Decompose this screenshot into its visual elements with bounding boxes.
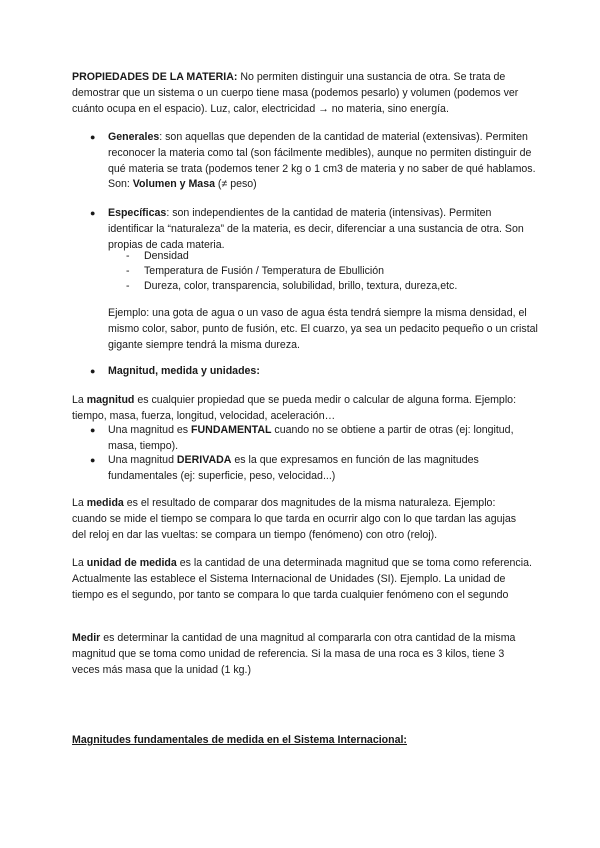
medida-paragraph: [72, 496, 532, 543]
fundamental-term: FUNDAMENTAL: [191, 424, 272, 436]
magnitud-heading-text: Magnitud, medida y unidades:: [108, 365, 260, 377]
fundamental-text: cuando no se obtiene a partir de otras (ej: longitud, masa, tiempo).: [108, 424, 514, 452]
magnitud-heading: [108, 364, 538, 380]
especificas-item-temperatura: Temperatura de Fusión / Temperatura de Ebullición: [144, 265, 385, 277]
magnitud-pre: La: [72, 394, 87, 406]
fundamental-pre: Una magnitud es: [108, 424, 192, 436]
derivada-pre: Una magnitud: [108, 454, 177, 466]
derivada-term: DERIVADA: [176, 454, 232, 466]
footer-heading-text: Magnitudes fundamentales de medida en el Sistema Internacional:: [72, 734, 407, 746]
medida-text: es el resultado de comparar dos magnitudes de la misma naturaleza. Ejemplo: cuando se mide el tiempo se compara lo que tarda en ocurrir algo con lo que tardan las agujas del reloj en dar las vueltas: se compara un tiempo (fenómeno) con otro (reloj).: [72, 497, 517, 541]
unidad-term: unidad de medida: [86, 557, 177, 569]
unidad-text: es la cantidad de una determinada magnitud que se toma como referencia. Actualmente las establece el Sistema Internacional de Unidades (SI). Ejemplo. La unidad de tiempo es el segundo, por tanto se compara lo que tarda cualquier fenómeno con el segundo: [72, 557, 532, 601]
dash-3: -: [126, 280, 130, 292]
derivada-text: es la que expresamos en función de las magnitudes fundamentales (ej: superficie, peso, velocidad...): [108, 454, 479, 482]
bullet-especificas: ●: [90, 208, 96, 218]
unidad-pre: La: [72, 557, 87, 569]
especificas-item-dureza: Dureza, color, transparencia, solubilidad, brillo, textura, dureza,etc.: [144, 280, 458, 292]
bullet-generales: ●: [90, 132, 96, 142]
especificas-item-densidad: Densidad: [144, 250, 189, 262]
generales-bold: Volumen y Masa: [132, 178, 215, 191]
bullet-magnitud: ●: [90, 366, 96, 376]
especificas-example: Ejemplo: una gota de agua o un vaso de agua ésta tendrá siempre la misma densidad, el mismo color, sabor, punto de fusión, etc. El cuarzo, ya sea un pedacito pequeño o un cristal gigante siempre tendrá la misma dureza.: [108, 307, 538, 351]
especificas-text: : son independientes de la cantidad de materia (intensivas). Permiten identificar la “naturaleza” de la materia, es decir, diferenciar a una sustancia de otra. Son propias de cada materia.: [108, 207, 524, 251]
derivada-paragraph: [108, 453, 538, 485]
generales-text: : son aquellas que dependen de la cantidad de material (extensivas). Permiten reconocer la materia como tal (son fácilmente medibles), aunque no permiten distinguir de qué materia se trata (podemos tener 2 kg o 1 cm3 de materia y no saber de qué hablamos. Son:: [108, 131, 536, 191]
footer-heading: [72, 733, 532, 749]
medir-text: es determinar la cantidad de una magnitud al compararla con otra cantidad de la misma magnitud que se toma como unidad de referencia. Si la masa de una roca es 3 kilos, tiene 3 veces más masa que la unidad (1 kg.): [72, 632, 516, 676]
medida-pre: La: [72, 497, 87, 509]
especificas-paragraph: [108, 206, 538, 253]
magnitud-text: es cualquier propiedad que se pueda medir o calcular de alguna forma. Ejemplo: tiempo, masa, fuerza, longitud, velocidad, aceleración…: [72, 394, 517, 422]
dash-2: -: [126, 265, 130, 277]
generales-term: Generales: [108, 131, 160, 143]
unidad-paragraph: [72, 556, 532, 603]
intro-heading: PROPIEDADES DE LA MATERIA:: [72, 71, 238, 83]
medir-paragraph: [72, 631, 532, 678]
generales-text-end: (≠ peso): [214, 178, 257, 191]
generales-paragraph: [108, 130, 538, 193]
bullet-fundamental: ●: [90, 425, 96, 435]
medida-term: medida: [86, 497, 124, 509]
intro-text: No permiten distinguir una sustancia de otra. Se trata de demostrar que un sistema o un cuerpo tiene masa (podemos pesarlo) y volumen (podemos ver cuánto ocupa en el espacio). Luz, calor, electricidad → no materia, sino energía.: [72, 71, 519, 115]
especificas-term: Específicas: [108, 207, 167, 219]
dash-1: -: [126, 250, 130, 262]
bullet-derivada: ●: [90, 455, 96, 465]
medir-term: Medir: [72, 632, 101, 644]
fundamental-paragraph: [108, 423, 538, 455]
intro-paragraph: [72, 70, 532, 117]
magnitud-term: magnitud: [86, 394, 135, 406]
magnitud-paragraph: [72, 393, 532, 425]
